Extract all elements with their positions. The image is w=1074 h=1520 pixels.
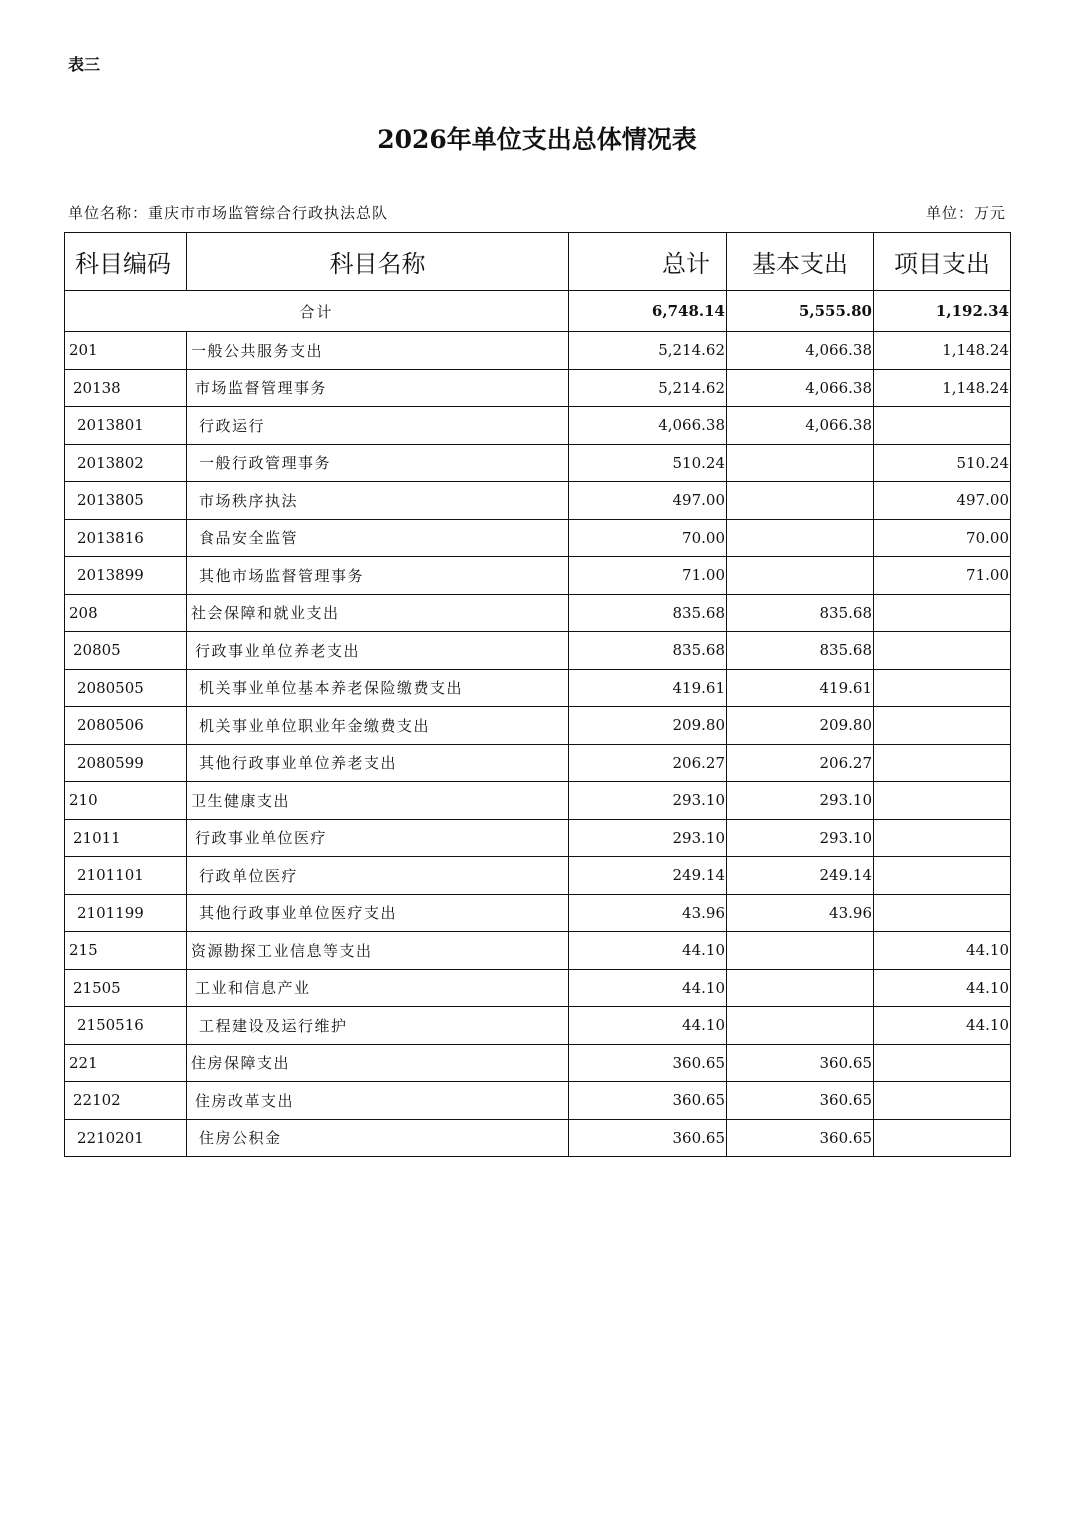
row-total: 44.10 (569, 969, 727, 1007)
row-code: 2101199 (65, 894, 187, 932)
row-project (874, 594, 1011, 632)
row-basic (727, 482, 874, 520)
row-name: 市场监督管理事务 (187, 369, 569, 407)
row-code: 208 (65, 594, 187, 632)
row-project: 44.10 (874, 932, 1011, 970)
row-basic: 835.68 (727, 594, 874, 632)
row-name: 社会保障和就业支出 (187, 594, 569, 632)
row-basic: 419.61 (727, 669, 874, 707)
row-name: 其他行政事业单位医疗支出 (187, 894, 569, 932)
table-row (65, 632, 1011, 670)
row-total: 360.65 (569, 1119, 727, 1157)
row-name: 行政事业单位医疗 (187, 819, 569, 857)
header-project: 项目支出 (874, 233, 1011, 291)
row-code: 221 (65, 1044, 187, 1082)
row-name: 卫生健康支出 (187, 782, 569, 820)
row-code: 22102 (65, 1082, 187, 1120)
row-project (874, 894, 1011, 932)
row-basic: 43.96 (727, 894, 874, 932)
row-code: 21505 (65, 969, 187, 1007)
row-name: 行政单位医疗 (187, 857, 569, 895)
row-total: 419.61 (569, 669, 727, 707)
row-total: 44.10 (569, 1007, 727, 1045)
table-row (65, 1044, 1011, 1082)
table-label: 表三 (68, 55, 101, 74)
summary-label: 合计 (65, 291, 569, 332)
row-name: 机关事业单位基本养老保险缴费支出 (187, 669, 569, 707)
row-code: 2080506 (65, 707, 187, 745)
table-row (65, 332, 1011, 370)
header-code: 科目编码 (65, 233, 187, 291)
row-code: 2013816 (65, 519, 187, 557)
unit-name: 单位名称：重庆市市场监管综合行政执法总队 (68, 204, 389, 222)
row-total: 5,214.62 (569, 332, 727, 370)
row-code: 2080505 (65, 669, 187, 707)
row-code: 2150516 (65, 1007, 187, 1045)
table-row (65, 969, 1011, 1007)
row-name: 工程建设及运行维护 (187, 1007, 569, 1045)
row-code: 21011 (65, 819, 187, 857)
row-basic (727, 969, 874, 1007)
table-row (65, 819, 1011, 857)
row-total: 835.68 (569, 594, 727, 632)
row-code: 2013899 (65, 557, 187, 595)
table-row (65, 407, 1011, 445)
summary-row (65, 291, 1011, 332)
row-project: 44.10 (874, 1007, 1011, 1045)
row-project (874, 782, 1011, 820)
row-project (874, 819, 1011, 857)
row-total: 70.00 (569, 519, 727, 557)
row-total: 5,214.62 (569, 369, 727, 407)
row-project: 1,148.24 (874, 332, 1011, 370)
row-code: 20138 (65, 369, 187, 407)
table-row (65, 894, 1011, 932)
row-basic: 4,066.38 (727, 407, 874, 445)
row-name: 住房保障支出 (187, 1044, 569, 1082)
row-project (874, 857, 1011, 895)
row-total: 360.65 (569, 1044, 727, 1082)
row-basic: 360.65 (727, 1044, 874, 1082)
row-project (874, 669, 1011, 707)
row-project: 1,148.24 (874, 369, 1011, 407)
row-total: 44.10 (569, 932, 727, 970)
row-basic: 249.14 (727, 857, 874, 895)
row-name: 资源勘探工业信息等支出 (187, 932, 569, 970)
table-row (65, 482, 1011, 520)
table-row (65, 519, 1011, 557)
row-total: 510.24 (569, 444, 727, 482)
row-name: 住房改革支出 (187, 1082, 569, 1120)
row-code: 210 (65, 782, 187, 820)
row-basic: 360.65 (727, 1082, 874, 1120)
row-code: 2013801 (65, 407, 187, 445)
expenditure-table (64, 232, 1011, 1157)
row-project (874, 407, 1011, 445)
row-project (874, 1044, 1011, 1082)
row-name: 一般行政管理事务 (187, 444, 569, 482)
row-basic: 4,066.38 (727, 369, 874, 407)
row-code: 2013802 (65, 444, 187, 482)
row-name: 食品安全监管 (187, 519, 569, 557)
row-total: 43.96 (569, 894, 727, 932)
row-basic (727, 444, 874, 482)
row-total: 4,066.38 (569, 407, 727, 445)
row-basic: 293.10 (727, 782, 874, 820)
table-row (65, 1007, 1011, 1045)
page-title: 2026年单位支出总体情况表 (377, 125, 697, 154)
row-total: 209.80 (569, 707, 727, 745)
row-project: 510.24 (874, 444, 1011, 482)
row-code: 215 (65, 932, 187, 970)
row-name: 其他市场监督管理事务 (187, 557, 569, 595)
table-row (65, 1082, 1011, 1120)
row-code: 2080599 (65, 744, 187, 782)
row-name: 其他行政事业单位养老支出 (187, 744, 569, 782)
header-name: 科目名称 (187, 233, 569, 291)
row-project (874, 707, 1011, 745)
row-code: 2101101 (65, 857, 187, 895)
row-total: 293.10 (569, 782, 727, 820)
table-row (65, 444, 1011, 482)
table-row (65, 594, 1011, 632)
table-row (65, 857, 1011, 895)
row-total: 497.00 (569, 482, 727, 520)
row-total: 360.65 (569, 1082, 727, 1120)
row-name: 住房公积金 (187, 1119, 569, 1157)
table-row (65, 932, 1011, 970)
table-row (65, 557, 1011, 595)
header-total: 总计 (569, 233, 727, 291)
table-row (65, 1119, 1011, 1157)
row-total: 206.27 (569, 744, 727, 782)
row-code: 20805 (65, 632, 187, 670)
row-basic (727, 519, 874, 557)
row-total: 293.10 (569, 819, 727, 857)
row-project (874, 744, 1011, 782)
row-code: 2013805 (65, 482, 187, 520)
row-basic: 835.68 (727, 632, 874, 670)
row-name: 行政事业单位养老支出 (187, 632, 569, 670)
row-basic (727, 557, 874, 595)
row-name: 行政运行 (187, 407, 569, 445)
row-basic: 293.10 (727, 819, 874, 857)
row-project: 70.00 (874, 519, 1011, 557)
row-name: 工业和信息产业 (187, 969, 569, 1007)
summary-project: 1,192.34 (874, 291, 1011, 332)
row-project (874, 632, 1011, 670)
row-project (874, 1082, 1011, 1120)
header-basic: 基本支出 (727, 233, 874, 291)
row-name: 机关事业单位职业年金缴费支出 (187, 707, 569, 745)
row-basic: 360.65 (727, 1119, 874, 1157)
row-project: 44.10 (874, 969, 1011, 1007)
row-basic: 4,066.38 (727, 332, 874, 370)
unit-label: 单位：万元 (925, 204, 1006, 222)
table-row (65, 369, 1011, 407)
row-project: 497.00 (874, 482, 1011, 520)
row-basic: 206.27 (727, 744, 874, 782)
row-total: 835.68 (569, 632, 727, 670)
table-row (65, 707, 1011, 745)
row-basic (727, 1007, 874, 1045)
table-row (65, 782, 1011, 820)
row-code: 201 (65, 332, 187, 370)
row-name: 一般公共服务支出 (187, 332, 569, 370)
row-basic: 209.80 (727, 707, 874, 745)
row-project (874, 1119, 1011, 1157)
summary-basic: 5,555.80 (727, 291, 874, 332)
row-code: 2210201 (65, 1119, 187, 1157)
table-header-row (65, 233, 1011, 291)
summary-total: 6,748.14 (569, 291, 727, 332)
row-name: 市场秩序执法 (187, 482, 569, 520)
row-total: 71.00 (569, 557, 727, 595)
row-total: 249.14 (569, 857, 727, 895)
table-row (65, 744, 1011, 782)
table-row (65, 669, 1011, 707)
row-project: 71.00 (874, 557, 1011, 595)
row-basic (727, 932, 874, 970)
